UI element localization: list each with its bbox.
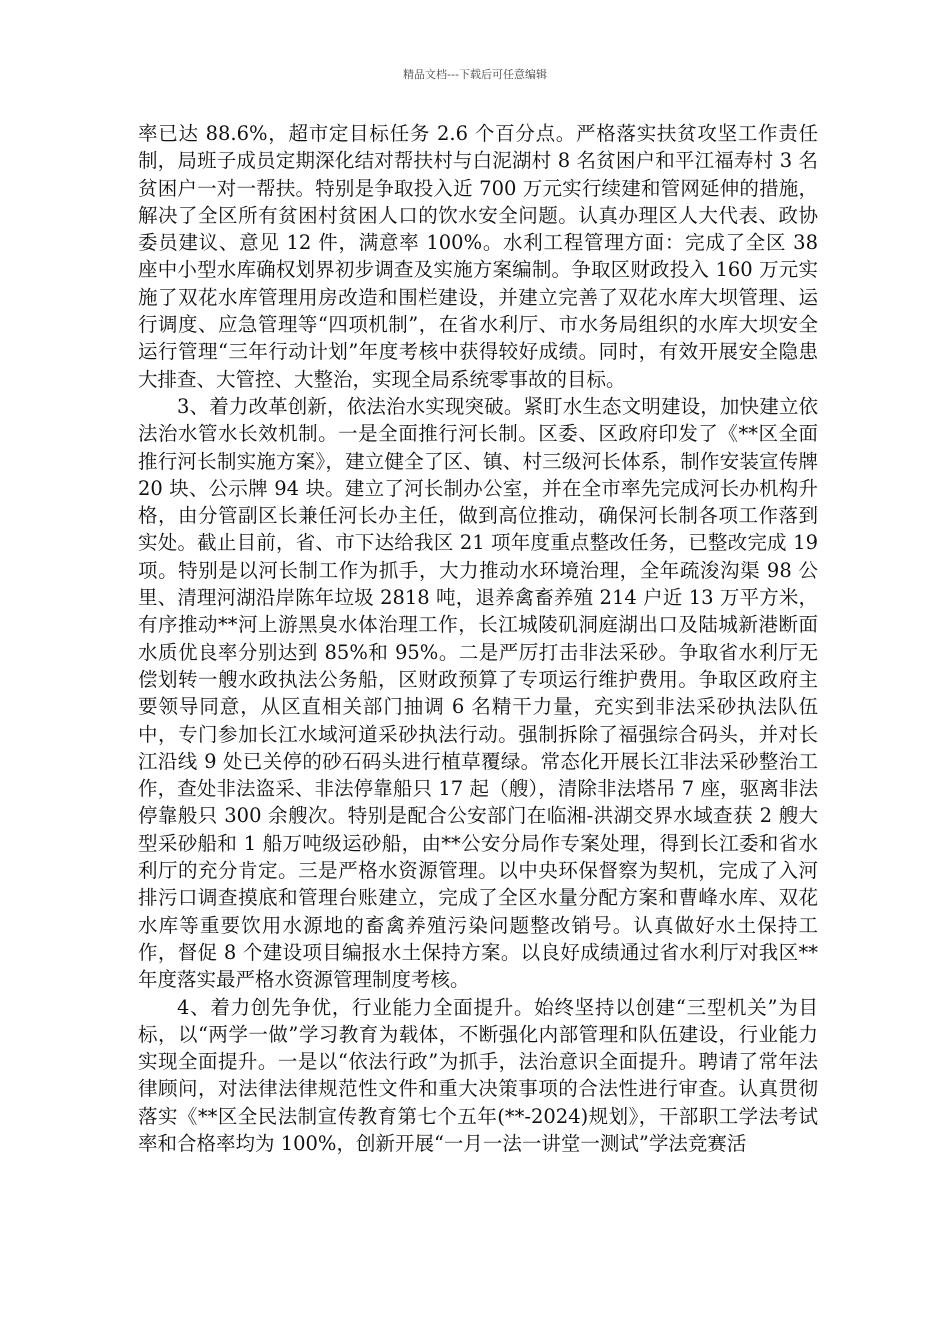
page-header: 精品文档---下载后可任意编辑: [403, 68, 547, 81]
paragraph-continuation: 率已达 88.6%，超市定目标任务 2.6 个百分点。严格落实扶贫攻坚工作责任制，局班子成员定期深化结对帮扶村与白泥湖村 8 名贫困户和平江福寿村 3 名贫困户一对一帮扶。特别是争取投入近 700 万元实行续建和管网延伸的措施，解决了全区所有贫困村贫困人口的饮水安全问题。认真办理区人大代表、政协委员建议、意见 12 件，满意率 100%。水利工程管理方面：完成了全区 38 座中小型水库确权划界初步调查及实施方案编制。争取区财政投入 160 万元实施了双花水库管理用房改造和围栏建设，并建立完善了双花水库大坝管理、运行调度、应急管理等“四项机制”，在省水利厅、市水务局组织的水库大坝安全运行管理“三年行动计划”年度考核中获得较好成绩。同时，有效开展安全隐患大排查、大管控、大整治，实现全局系统零事故的目标。: [138, 122, 818, 391]
paragraph-section-3: 3、着力改革创新，依法治水实现突破。紧盯水生态文明建设，加快建立依法治水管水长效机制。一是全面推行河长制。区委、区政府印发了《**区全面推行河长制实施方案》，建立健全了区、镇、村三级河长体系，制作安装宣传牌 20 块、公示牌 94 块。建立了河长制办公室，并在全市率先完成河长办机构升格，由分管副区长兼任河长办主任，做到高位推动，确保河长制各项工作落到实处。截止目前，省、市下达给我区 21 项年度重点整改任务，已整改完成 19 项。特别是以河长制工作为抓手，大力推动水环境治理，全年疏浚沟渠 98 公里、清理河湖沿岸陈年垃圾 2818 吨，退养禽畜养殖 214 户近 13 万平方米，有序推动**河上游黑臭水体治理工作，长江城陵矶洞庭湖出口及陆城新港断面水质优良率分别达到 85%和 95%。二是严厉打击非法采砂。争取省水利厅无偿划转一艘水政执法公务船，区财政预算了专项运行维护费用。争取区政府主要领导同意，从区直相关部门抽调 6 名精干力量，充实到非法采砂执法队伍中，专门参加长江水域河道采砂执法行动。强制拆除了福强综合码头，并对长江沿线 9 处已关停的砂石码头进行植草覆绿。常态化开展长江非法采砂整治工作，查处非法盗采、非法停靠船只 17 起（艘），清除非法塔吊 7 座，驱离非法停靠般只 300 余艘次。特别是配合公安部门在临湘-洪湖交界水域查获 2 艘大型采砂船和 1 船万吨级运砂船，由**公安分局作专案处理，得到长江委和省水利厅的充分肯定。三是严格水资源管理。以中央环保督察为契机，完成了入河排污口调查摸底和管理台账建立，完成了全区水量分配方案和曹峰水库、双花水库等重要饮用水源地的畜禽养殖污染问题整改销号。认真做好水土保持工作，督促 8 个建设项目编报水土保持方案。以良好成绩通过省水利厅对我区**年度落实最严格水资源管理制度考核。: [138, 394, 818, 992]
document-body: [138, 120, 818, 1157]
paragraph-section-4: 4、着力创先争优，行业能力全面提升。始终坚持以创建“三型机关”为目标，以“两学一做”学习教育为载体，不断强化内部管理和队伍建设，行业能力实现全面提升。一是以“依法行政”为抓手，法治意识全面提升。聘请了常年法律顾问，对法律法律规范性文件和重大决策事项的合法性进行审查。认真贯彻落实《**区全民法制宣传教育第七个五年(**-2024)规划》，干部职工学法考试率和合格率均为 100%，创新开展“一月一法一讲堂一测试”学法竞赛活: [138, 995, 818, 1155]
